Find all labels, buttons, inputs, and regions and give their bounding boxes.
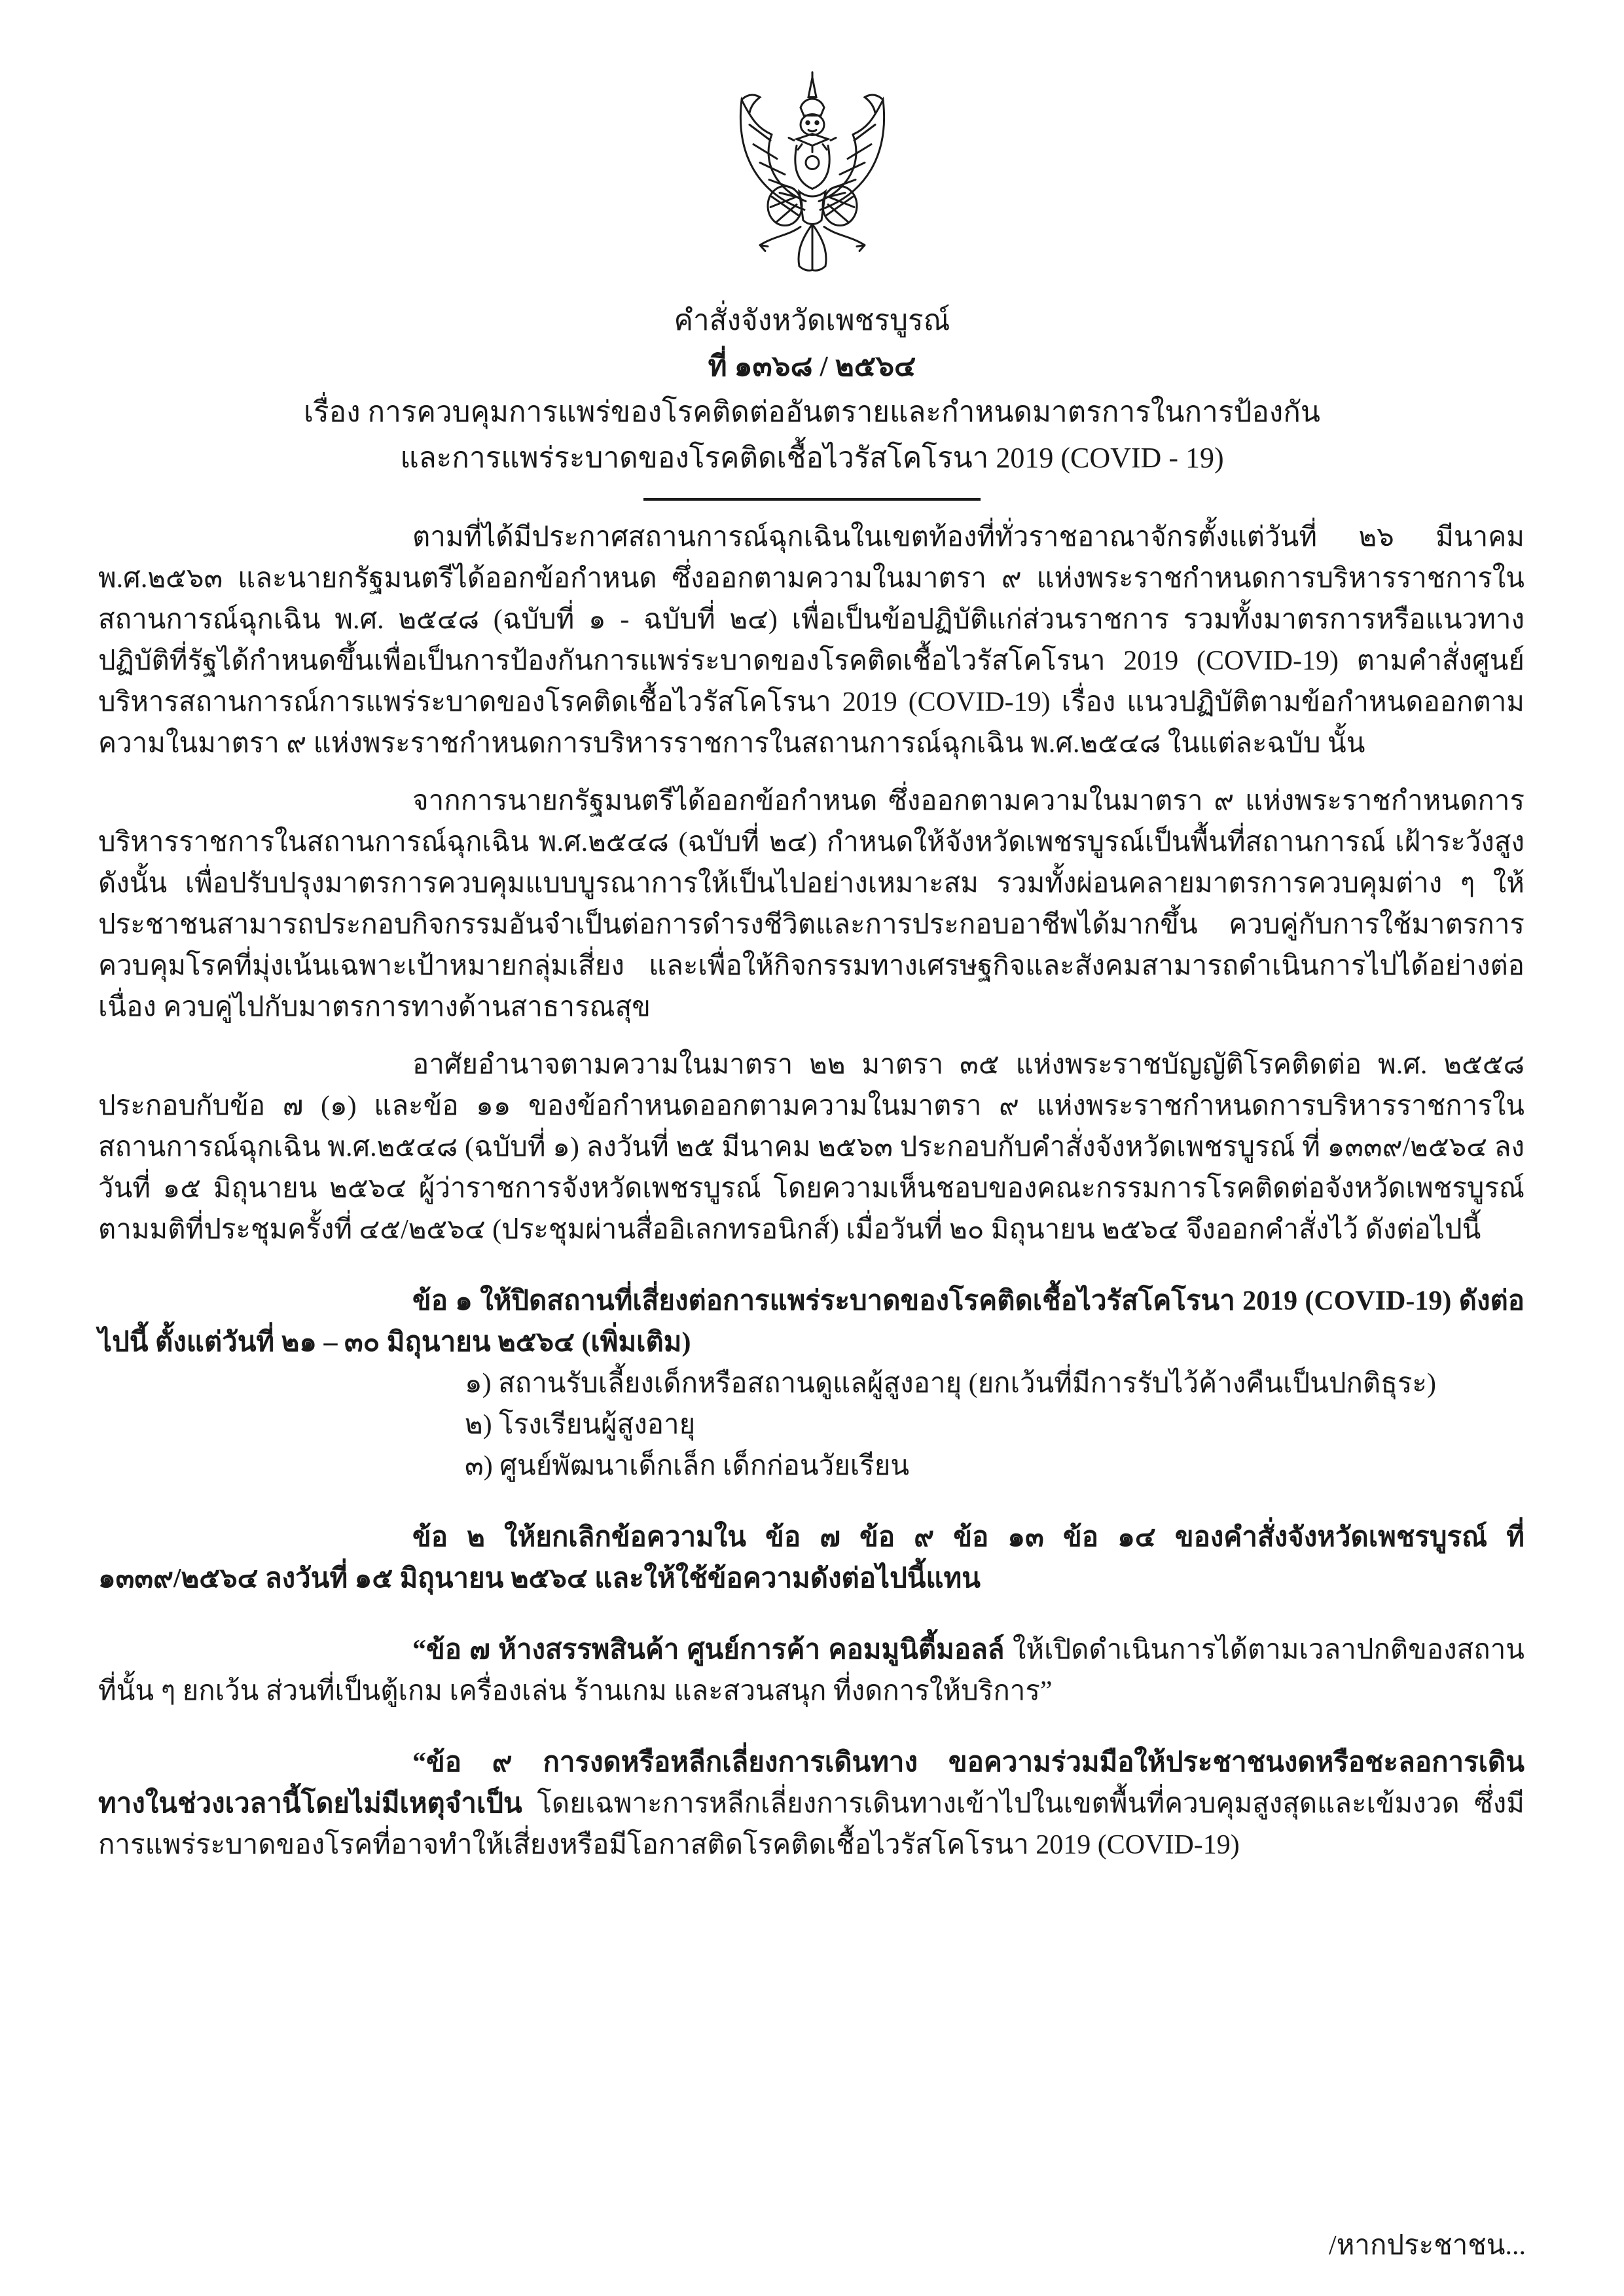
- closure-items-list: [98, 1363, 1525, 1487]
- paragraph-authority: อาศัยอำนาจตามความในมาตรา ๒๒ มาตรา ๓๕ แห่งพระราชบัญญัติโรคติดต่อ พ.ศ. ๒๕๕๘ ประกอบกับข้อ ๗ (๑) และข้อ ๑๑ ของข้อกำหนดออกตามความในมาตรา ๙ แห่งพระราชกำหนดการบริหารราชการในสถานการณ์ฉุกเฉิน พ.ศ.๒๕๔๘ (ฉบับที่ ๑) ลงวันที่ ๒๕ มีนาคม ๒๕๖๓ ประกอบกับคำสั่งจังหวัดเพชรบูรณ์ ที่ ๑๓๓๙/๒๕๖๔ ลงวันที่ ๑๕ มิถุนายน ๒๕๖๔ ผู้ว่าราชการจังหวัดเพชรบูรณ์ โดยความเห็นชอบของคณะกรรมการโรคติดต่อจังหวัดเพชรบูรณ์ ตามมติที่ประชุมครั้งที่ ๔๕/๒๕๖๔ (ประชุมผ่านสื่ออิเลกทรอนิกส์) เมื่อวันที่ ๒๐ มิถุนายน ๒๕๖๔ จึงออกคำสั่งไว้ ดังต่อไปนี้: [98, 1050, 1525, 1245]
- clause-7-paragraph: [98, 1630, 1525, 1712]
- document-header: [0, 298, 1624, 481]
- paragraph-preamble-1: ตามที่ได้มีประกาศสถานการณ์ฉุกเฉินในเขตท้องที่ทั่วราชอาณาจักรตั้งแต่วันที่ ๒๖ มีนาคม พ.ศ.๒๕๖๓ และนายกรัฐมนตรีได้ออกข้อกำหนด ซึ่งออกตามความในมาตรา ๙ แห่งพระราชกำหนดการบริหารราชการในสถานการณ์ฉุกเฉิน พ.ศ. ๒๕๔๘ (ฉบับที่ ๑ - ฉบับที่ ๒๔) เพื่อเป็นข้อปฏิบัติแก่ส่วนราชการ รวมทั้งมาตรการหรือแนวทางปฏิบัติที่รัฐได้กำหนดขึ้นเพื่อเป็นการป้องกันการแพร่ระบาดของโรคติดเชื้อไวรัสโคโรนา 2019 (COVID-19) ตามคำสั่งศูนย์บริหารสถานการณ์การแพร่ระบาดของโรคติดเชื้อไวรัสโคโรนา 2019 (COVID-19) เรื่อง แนวปฏิบัติตามข้อกำหนดออกตามความในมาตรา ๙ แห่งพระราชกำหนดการบริหารราชการในสถานการณ์ฉุกเฉิน พ.ศ.๒๕๔๘ ในแต่ละฉบับ นั้น: [98, 522, 1525, 759]
- clause-1-heading: ข้อ ๑ ให้ปิดสถานที่เสี่ยงต่อการแพร่ระบาดของโรคติดเชื้อไวรัสโคโรนา 2019 (COVID-19) ดังต่อไปนี้ ตั้งแต่วันที่ ๒๑ – ๓๐ มิถุนายน ๒๕๖๔ (เพิ่มเติม): [98, 1286, 1525, 1357]
- clause-9-bold-lead: “ข้อ ๙ การงดหรือหลีกเลี่ยงการเดินทาง ขอความร่วมมือให้ประชาชนงดหรือชะลอการเดินทางในช่วงเวลานี้โดยไม่มีเหตุจำเป็น: [98, 1748, 1525, 1819]
- clause-2-heading: ข้อ ๒ ให้ยกเลิกข้อความใน ข้อ ๗ ข้อ ๙ ข้อ ๑๓ ข้อ ๑๔ ของคำสั่งจังหวัดเพชรบูรณ์ ที่ ๑๓๓๙/๒๕๖๔ ลงวันที่ ๑๕ มิถุนายน ๒๕๖๔ และให้ใช้ข้อความดังต่อไปนี้แทน: [98, 1522, 1525, 1594]
- order-number: ที่ ๑๓๖๘ / ๒๕๖๔: [708, 350, 916, 382]
- subject-line-1: เรื่อง การควบคุมการแพร่ของโรคติดต่ออันตรายและกำหนดมาตรการในการป้องกัน: [303, 396, 1321, 428]
- garuda-emblem-icon: [714, 65, 911, 291]
- order-title: คำสั่งจังหวัดเพชรบูรณ์: [674, 304, 950, 336]
- clause-9-paragraph: [98, 1742, 1525, 1866]
- clause-7-text: ให้เปิดดำเนินการได้ตามเวลาปกติของสถานที่นั้น ๆ ยกเว้น ส่วนที่เป็นตู้เกม เครื่องเล่น ร้านเกม และสวนสนุก ที่งดการให้บริการ”: [98, 1635, 1525, 1706]
- subject-line-2: และการแพร่ระบาดของโรคติดเชื้อไวรัสโคโรนา 2019 (COVID - 19): [400, 442, 1224, 474]
- document-body: [0, 517, 1624, 1866]
- closure-item-1: ๑) สถานรับเลี้ยงเด็กหรือสถานดูแลผู้สูงอายุ (ยกเว้นที่มีการรับไว้ค้างคืนเป็นปกติธุระ): [465, 1369, 1436, 1399]
- closure-item-2: ๒) โรงเรียนผู้สูงอายุ: [465, 1410, 696, 1440]
- clause-7-bold-lead: “ข้อ ๗ ห้างสรรพสินค้า ศูนย์การค้า คอมมูนิตี้มอลล์: [412, 1635, 1005, 1665]
- continuation-note: /หากประชาชน...: [1329, 2231, 1526, 2261]
- paragraph-preamble-2: จากการนายกรัฐมนตรีได้ออกข้อกำหนด ซึ่งออกตามความในมาตรา ๙ แห่งพระราชกำหนดการบริหารราชการในสถานการณ์ฉุกเฉิน พ.ศ.๒๕๔๘ (ฉบับที่ ๒๔) กำหนดให้จังหวัดเพชรบูรณ์เป็นพื้นที่สถานการณ์ เฝ้าระวังสูง ดังนั้น เพื่อปรับปรุงมาตรการควบคุมแบบบูรณาการให้เป็นไปอย่างเหมาะสม รวมทั้งผ่อนคลายมาตรการควบคุมต่าง ๆ ให้ประชาชนสามารถประกอบกิจกรรมอันจำเป็นต่อการดำรงชีวิตและการประกอบอาชีพได้มากขึ้น ควบคู่กับการใช้มาตรการควบคุมโรคที่มุ่งเน้นเฉพาะเป้าหมายกลุ่มเสี่ยง และเพื่อให้กิจกรรมทางเศรษฐกิจและสังคมสามารถดำเนินการไปได้อย่างต่อเนื่อง ควบคู่ไปกับมาตรการทางด้านสาธารณสุข: [98, 786, 1525, 1022]
- closure-item-3: ๓) ศูนย์พัฒนาเด็กเล็ก เด็กก่อนวัยเรียน: [465, 1451, 910, 1481]
- header-divider: [643, 498, 981, 501]
- clause-9-text: โดยเฉพาะการหลีกเลี่ยงการเดินทางเข้าไปในเขตพื้นที่ควบคุมสูงสุดและเข้มงวด ซึ่งมีการแพร่ระบาดของโรคที่อาจทำให้เสี่ยงหรือมีโอกาสติดโรคติดเชื้อไวรัสโคโรนา 2019 (COVID-19): [98, 1789, 1525, 1860]
